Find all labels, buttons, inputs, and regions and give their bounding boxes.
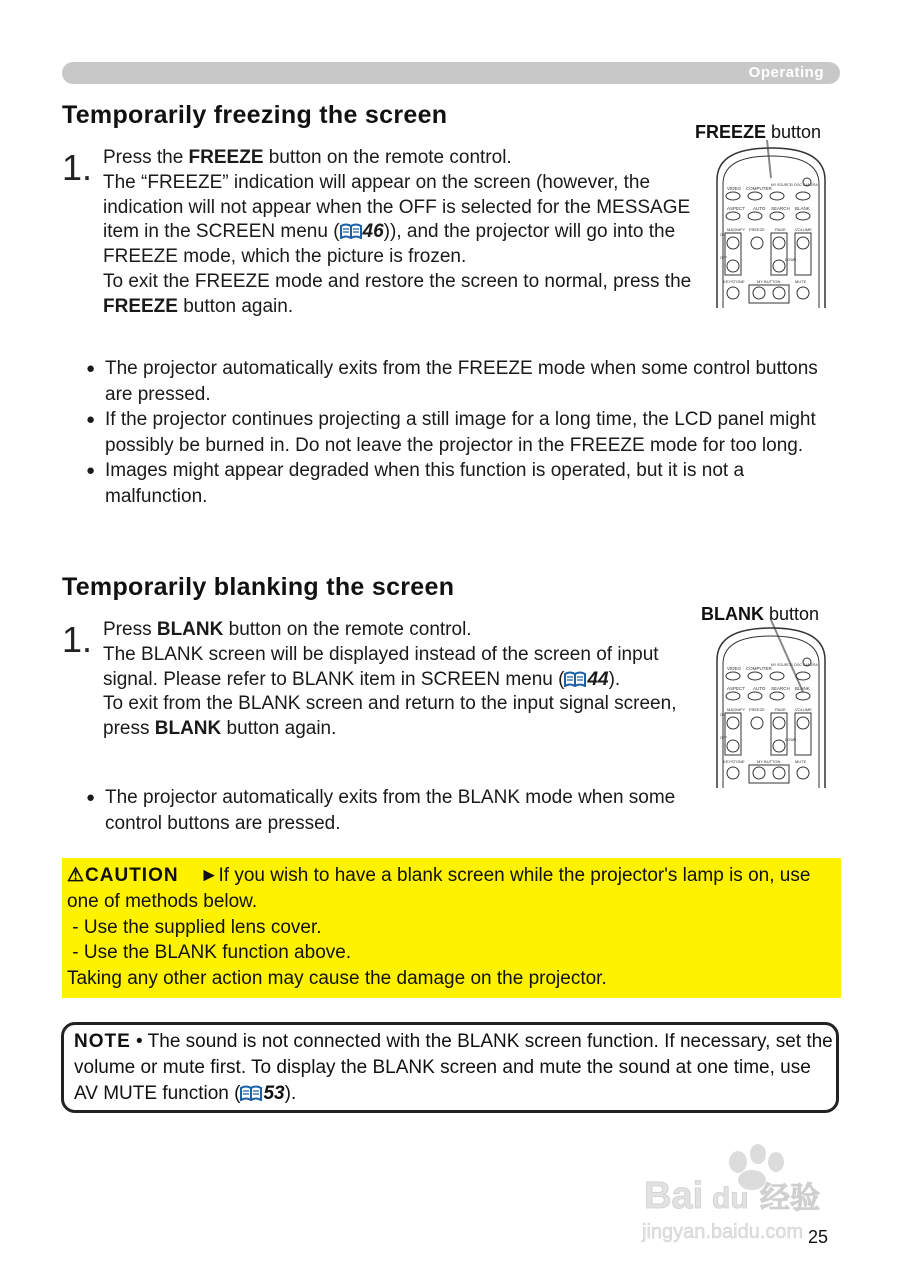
note-body-end: ). bbox=[284, 1082, 297, 1104]
book-reference-icon bbox=[340, 223, 362, 239]
remote-label-blank: BLANK bbox=[795, 206, 810, 211]
list-item: ● The projector automatically exits from the BLANK mode when some control buttons are pressed. bbox=[86, 785, 692, 836]
freeze-step-number: 1. bbox=[62, 147, 93, 188]
caution-line: - Use the supplied lens cover. bbox=[67, 916, 322, 938]
freeze-step-line: To exit the FREEZE mode and restore the screen to normal, press the bbox=[103, 270, 692, 292]
caution-line: - Use the BLANK function above. bbox=[67, 942, 352, 964]
remote-label-magnify: MAGNIFY bbox=[727, 707, 746, 712]
blank-step-line: button on the remote control. bbox=[223, 619, 472, 640]
remote-control-freeze-illustration bbox=[715, 140, 827, 310]
freeze-step-line: button again. bbox=[177, 295, 294, 317]
blank-step-line: ). bbox=[608, 668, 621, 690]
watermark-url: jingyan.baidu.com bbox=[642, 1221, 804, 1243]
freeze-step-line: The “FREEZE” indication will appear on the screen (however, the indication will not appear when the OFF is selected for the MESSAGE item in the SCREEN menu ( bbox=[103, 171, 691, 243]
blank-remote-label-rest: button bbox=[764, 604, 820, 624]
remote-label-mybutton: MY BUTTON bbox=[757, 279, 781, 284]
remote-label-auto: AUTO bbox=[753, 686, 766, 691]
note-box bbox=[61, 1022, 839, 1113]
section-label: Operating bbox=[748, 64, 824, 81]
freeze-button-name: FREEZE bbox=[188, 147, 264, 168]
remote-label-off: OFF bbox=[720, 736, 727, 740]
blank-remote-label-bold: BLANK bbox=[701, 604, 764, 624]
remote-label-page: PAGE bbox=[775, 227, 786, 232]
remote-label-freeze: FREEZE bbox=[749, 227, 765, 232]
page-reference[interactable]: 53 bbox=[263, 1082, 285, 1104]
note-text bbox=[74, 1029, 834, 1106]
blank-bullet-list bbox=[86, 785, 692, 836]
remote-label-mybutton: MY BUTTON bbox=[757, 759, 781, 764]
freeze-button-name: FREEZE bbox=[103, 295, 178, 317]
remote-label-volume: VOLUME bbox=[795, 227, 812, 232]
remote-label-mute: MUTE bbox=[795, 759, 807, 764]
book-reference-icon bbox=[564, 671, 586, 687]
note-title: NOTE bbox=[74, 1031, 131, 1052]
freeze-step-line: Press the bbox=[103, 147, 189, 168]
remote-label-on: ON bbox=[720, 233, 726, 237]
blank-step-line: The BLANK screen will be displayed instead of the screen of input signal. Please refer to BLANK item in SCREEN menu ( bbox=[103, 643, 659, 690]
section-header-bar bbox=[62, 62, 840, 84]
book-reference-icon bbox=[240, 1085, 262, 1101]
blank-step-text bbox=[103, 618, 693, 742]
remote-label-keystone: KEYSTONE bbox=[723, 279, 745, 284]
remote-label-video: VIDEO bbox=[727, 666, 742, 671]
blank-step-number: 1. bbox=[62, 619, 93, 660]
caution-line: Taking any other action may cause the damage on the projector. bbox=[67, 968, 607, 990]
remote-label-off: OFF bbox=[720, 256, 727, 260]
watermark-brand2: du bbox=[712, 1182, 749, 1215]
remote-label-page: PAGE bbox=[775, 707, 786, 712]
remote-label-blank: BLANK bbox=[795, 686, 810, 691]
blank-step-line: button again. bbox=[221, 718, 337, 740]
remote-label-aspect: ASPECT bbox=[727, 206, 746, 211]
note-body: • The sound is not connected with the BLANK screen function. If necessary, set the volume or mute first. To display the BLANK screen and mute the sound at one time, use AV MUTE function ( bbox=[74, 1031, 833, 1104]
blank-heading: Temporarily blanking the screen bbox=[62, 573, 455, 601]
freeze-remote-label-rest: button bbox=[766, 122, 822, 142]
caution-title: ⚠CAUTION bbox=[67, 865, 179, 886]
freeze-pointer-line bbox=[767, 140, 771, 178]
remote-label-down: DOWN bbox=[785, 738, 797, 742]
arrow-icon: ► bbox=[199, 865, 219, 886]
remote-label-computer: COMPUTER bbox=[746, 186, 772, 191]
remote-label-auto: AUTO bbox=[753, 206, 766, 211]
blank-button-name: BLANK bbox=[154, 718, 222, 740]
caution-box bbox=[62, 858, 841, 998]
freeze-bullet-list bbox=[86, 356, 838, 509]
remote-label-search: SEARCH bbox=[771, 206, 790, 211]
blank-step-line: Press bbox=[103, 619, 157, 640]
blank-step-line: To exit from the BLANK screen and return to the input signal screen, press bbox=[103, 693, 677, 740]
remote-control-blank-illustration bbox=[715, 620, 827, 790]
freeze-heading: Temporarily freezing the screen bbox=[62, 101, 448, 129]
remote-label-freeze: FREEZE bbox=[749, 707, 765, 712]
list-item: ● Images might appear degraded when this function is operated, but it is not a malfunction. bbox=[86, 458, 838, 509]
remote-label-volume: VOLUME bbox=[795, 707, 812, 712]
remote-label-video: VIDEO bbox=[727, 186, 742, 191]
caution-text bbox=[67, 863, 837, 992]
caution-line: If you wish to have a blank screen while the projector's lamp is on, use one of methods below. bbox=[67, 865, 811, 912]
page-reference[interactable]: 44 bbox=[587, 668, 609, 690]
remote-label-magnify: MAGNIFY bbox=[727, 227, 746, 232]
freeze-step-line: button on the remote control. bbox=[263, 147, 512, 168]
page-number: 25 bbox=[807, 1227, 828, 1247]
remote-label-mysource: MY SOURCE/ DOC.CAMERA bbox=[771, 663, 818, 667]
watermark-brand: Bai bbox=[644, 1175, 704, 1217]
remote-label-computer: COMPUTER bbox=[746, 666, 772, 671]
remote-label-keystone: KEYSTONE bbox=[723, 759, 745, 764]
freeze-step-text bbox=[103, 146, 693, 320]
list-item: ● If the projector continues projecting a still image for a long time, the LCD panel might possibly be burned in. Do not leave the projector in the FREEZE mode for too long. bbox=[86, 407, 838, 458]
remote-label-aspect: ASPECT bbox=[727, 686, 746, 691]
list-item: ● The projector automatically exits from the FREEZE mode when some control buttons are pressed. bbox=[86, 356, 838, 407]
freeze-remote-label-bold: FREEZE bbox=[695, 122, 767, 142]
blank-button-name: BLANK bbox=[156, 619, 224, 640]
freeze-step-line: )), and the projector will go into the FREEZE mode, which the picture is frozen. bbox=[103, 221, 676, 268]
watermark-cn: 经验 bbox=[760, 1181, 820, 1216]
remote-label-search: SEARCH bbox=[771, 686, 790, 691]
remote-label-mute: MUTE bbox=[795, 279, 807, 284]
page-reference[interactable]: 46 bbox=[362, 221, 384, 243]
remote-label-mysource: MY SOURCE/ DOC.CAMERA bbox=[771, 183, 818, 187]
remote-label-on: ON bbox=[720, 713, 726, 717]
remote-label-down: DOWN bbox=[785, 258, 797, 262]
